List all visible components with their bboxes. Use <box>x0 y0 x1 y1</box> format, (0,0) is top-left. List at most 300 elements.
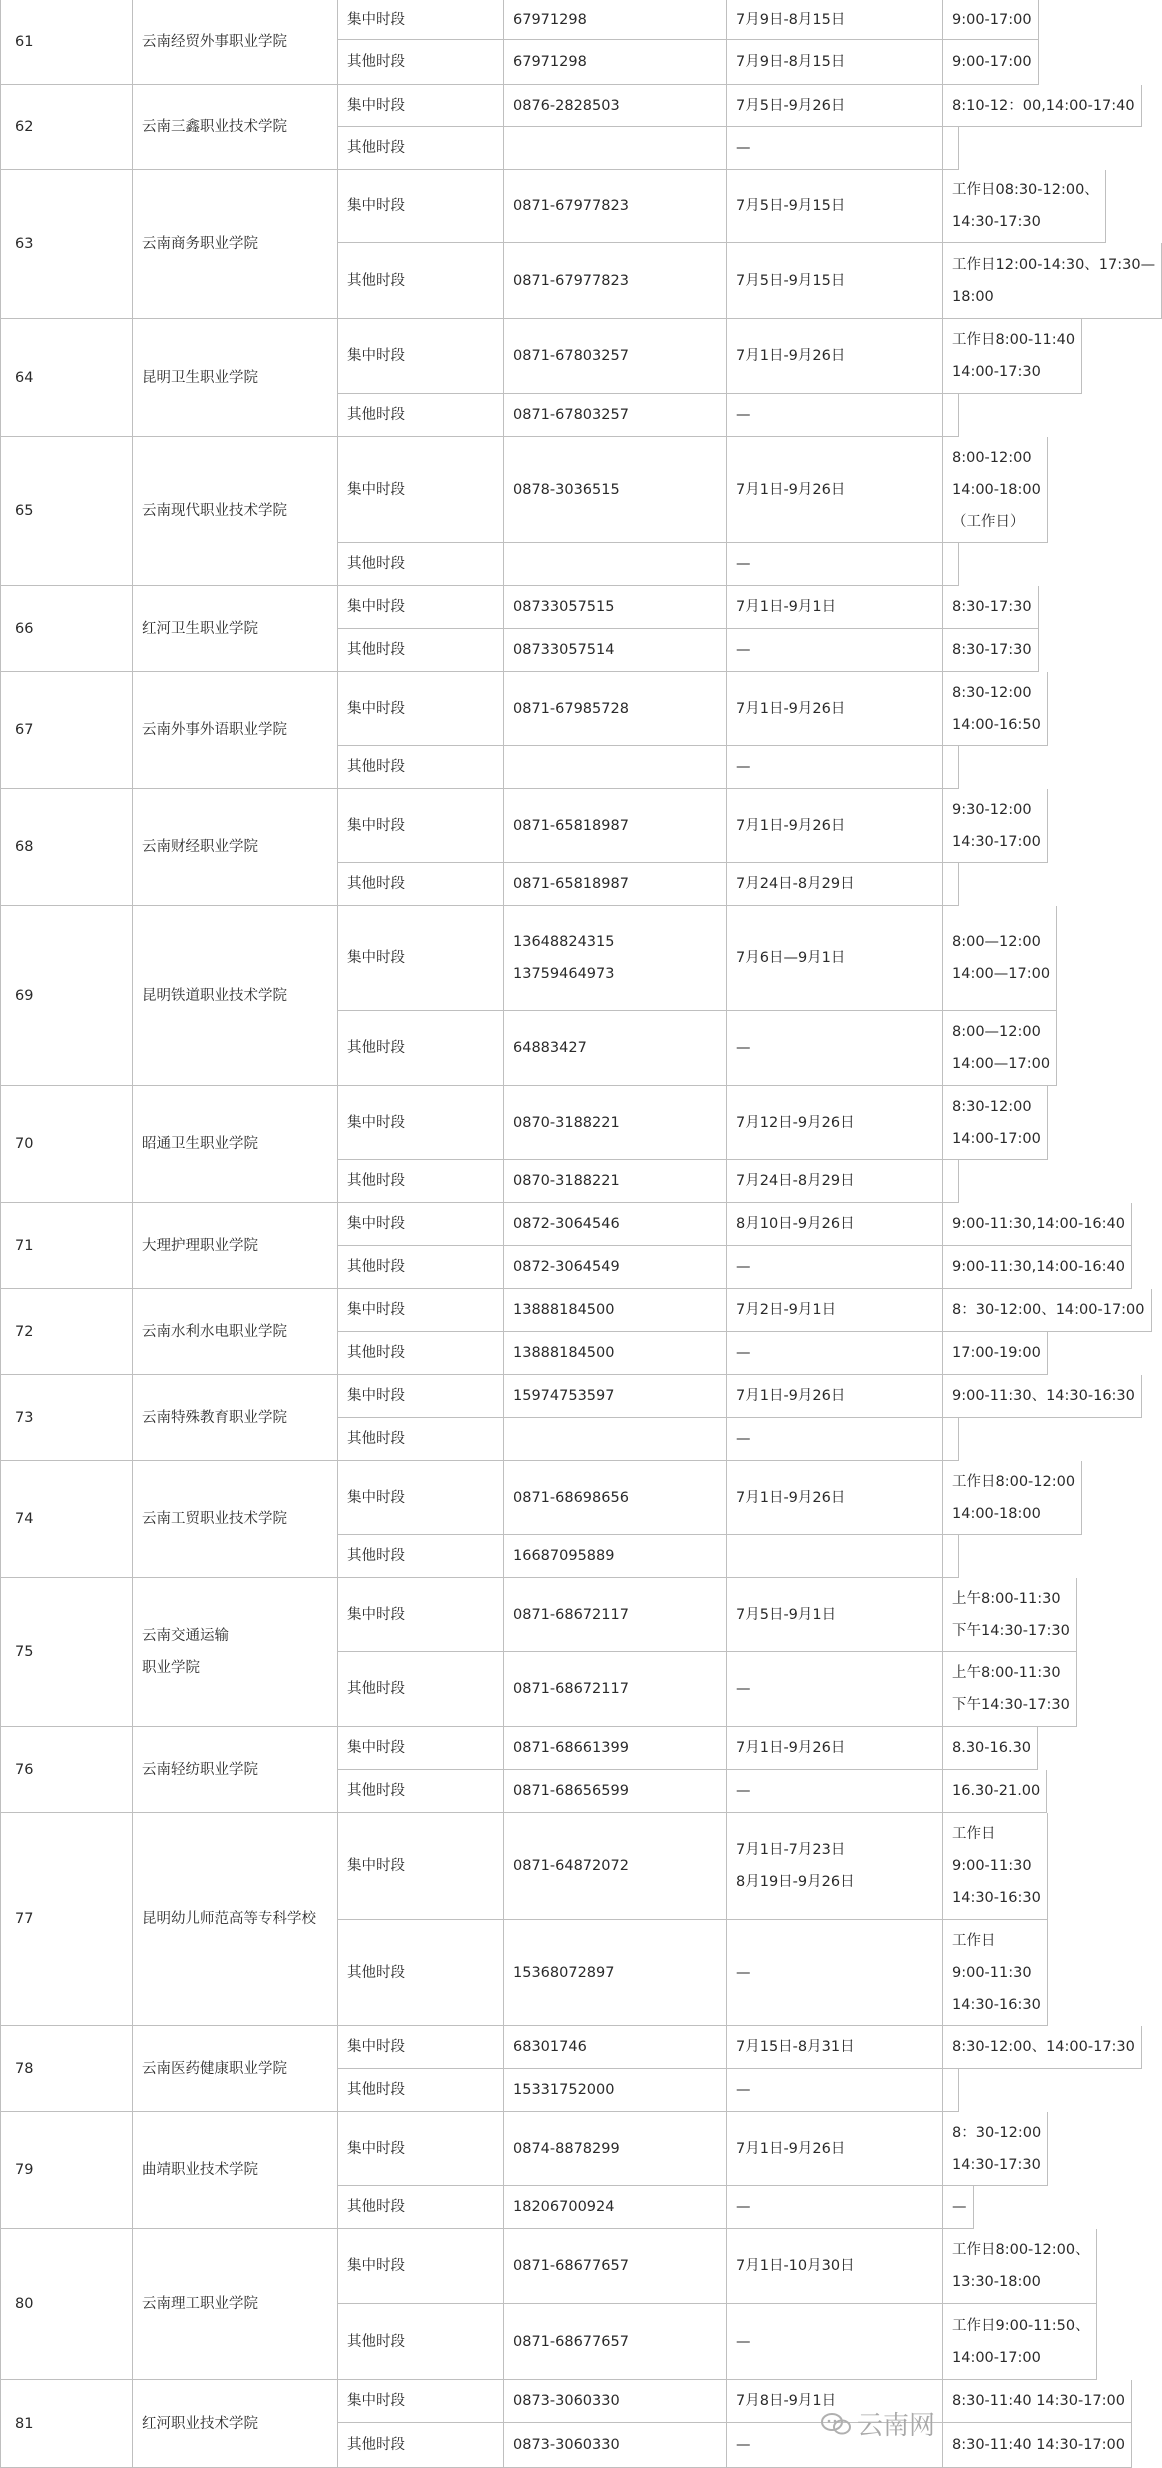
hours-cell-text: 8：30-12:00 14:30-17:30 <box>952 2124 1042 2173</box>
hours-cell-text: — <box>952 2199 967 2215</box>
phone-cell-text: 0871-65818987 <box>513 876 629 892</box>
phone-cell-text: 15331752000 <box>513 2082 615 2098</box>
phone-cell-text: 08733057515 <box>513 599 615 615</box>
dates-cell <box>727 2304 943 2380</box>
dates-cell-text: — <box>736 2199 751 2215</box>
school-name <box>133 0 338 85</box>
period-cell-text: 集中时段 <box>347 11 405 28</box>
phone-cell-text: 67971298 <box>513 54 587 70</box>
period-cell <box>338 1160 504 1203</box>
hours-cell-text: 8:30-12:00、14:00-17:30 <box>952 2039 1135 2055</box>
dates-cell <box>727 1011 943 1086</box>
phone-cell <box>504 127 727 170</box>
dates-cell <box>727 1920 943 2026</box>
period-cell <box>338 2380 504 2423</box>
school-name <box>133 1086 338 1203</box>
phone-cell <box>504 2112 727 2186</box>
row-number-text: 69 <box>15 987 34 1004</box>
period-cell-text: 其他时段 <box>347 759 405 775</box>
hours-cell-text: 工作日08:30-12:00、 14:30-17:30 <box>952 182 1099 230</box>
dates-cell <box>727 40 943 85</box>
period-cell <box>338 1727 504 1770</box>
dates-cell <box>727 127 943 170</box>
school-name-text: 大理护理职业学院 <box>142 1237 258 1254</box>
phone-cell-text: 0871-68698656 <box>513 1489 629 1506</box>
hours-cell <box>943 243 1162 319</box>
row-number <box>0 586 133 672</box>
hours-cell-text: 工作日9:00-11:50、 14:00-17:00 <box>952 2317 1090 2366</box>
period-cell <box>338 543 504 586</box>
period-cell <box>338 437 504 543</box>
period-cell-text: 其他时段 <box>347 54 405 70</box>
phone-cell <box>504 789 727 863</box>
hours-cell <box>943 2026 1142 2069</box>
period-cell-text: 集中时段 <box>347 2258 405 2274</box>
row-number <box>0 672 133 789</box>
hours-cell <box>943 629 1039 672</box>
dates-cell <box>727 1770 943 1813</box>
hours-cell-text: 8:30-12:00 14:00-17:00 <box>952 1098 1041 1147</box>
row-number-text: 62 <box>15 119 34 135</box>
hours-cell-text: 9:00-11:30、14:30-16:30 <box>952 1388 1135 1404</box>
dates-cell-text: — <box>736 1345 751 1361</box>
row-number <box>0 170 133 319</box>
school-name-text: 云南交通运输 职业学院 <box>142 1628 229 1676</box>
phone-cell <box>504 906 727 1011</box>
hours-cell <box>943 672 1048 746</box>
dates-cell <box>727 437 943 543</box>
hours-cell-text: 工作日12:00-14:30、17:30— 18:00 <box>952 256 1156 305</box>
dates-cell <box>727 543 943 586</box>
period-cell-text: 集中时段 <box>347 2140 405 2157</box>
period-cell <box>338 2304 504 2380</box>
school-name-text: 云南水利水电职业学院 <box>142 1323 287 1340</box>
dates-cell-text: — <box>736 642 751 658</box>
hours-cell-text: 工作日8:00-12:00 14:00-18:00 <box>952 1473 1076 1522</box>
dates-cell <box>727 319 943 394</box>
period-cell-text: 其他时段 <box>347 1783 405 1799</box>
dates-cell-text: — <box>736 1259 751 1275</box>
row-number-text: 81 <box>15 2415 34 2432</box>
dates-cell-text: 7月1日-9月1日 <box>736 599 837 615</box>
period-cell <box>338 1289 504 1332</box>
phone-cell-text: 0871-65818987 <box>513 817 629 834</box>
phone-cell-text: 0870-3188221 <box>513 1114 620 1131</box>
dates-cell-text: — <box>736 556 751 572</box>
period-cell <box>338 629 504 672</box>
period-cell <box>338 1920 504 2026</box>
period-cell-text: 其他时段 <box>347 1548 405 1564</box>
phone-cell <box>504 629 727 672</box>
school-name-text: 曲靖职业技术学院 <box>142 2162 258 2178</box>
row-number <box>0 1375 133 1461</box>
phone-cell-text: 0876-2828503 <box>513 97 620 114</box>
phone-cell <box>504 1246 727 1289</box>
school-name <box>133 789 338 906</box>
phone-cell-text: 15974753597 <box>513 1388 615 1404</box>
school-name <box>133 2112 338 2229</box>
dates-cell-text: — <box>736 1431 751 1447</box>
period-cell-text: 集中时段 <box>347 1740 405 1756</box>
hours-cell-text: 工作日 9:00-11:30 14:30-16:30 <box>952 1932 1041 2013</box>
hours-cell-text: 8:30-11:40 14:30-17:00 <box>952 2393 1125 2409</box>
row-number-text: 67 <box>15 722 34 738</box>
hours-cell <box>943 40 1039 85</box>
row-number <box>0 2112 133 2229</box>
phone-cell <box>504 1086 727 1160</box>
dates-cell <box>727 2229 943 2304</box>
period-cell-text: 集中时段 <box>347 1302 405 1318</box>
school-name-text: 云南现代职业技术学院 <box>142 503 287 519</box>
phone-cell <box>504 2186 727 2229</box>
dates-cell <box>727 2026 943 2069</box>
period-cell-text: 其他时段 <box>347 642 405 658</box>
phone-cell-text: 0871-67977823 <box>513 272 629 289</box>
dates-cell <box>727 394 943 437</box>
dates-cell-text: 7月5日-9月15日 <box>736 198 846 214</box>
row-number-text: 78 <box>15 2060 34 2077</box>
school-name-text: 昭通卫生职业学院 <box>142 1136 258 1152</box>
row-number-text: 71 <box>15 1237 34 1254</box>
dates-cell <box>727 906 943 1011</box>
period-cell <box>338 789 504 863</box>
period-cell-text: 集中时段 <box>347 700 405 717</box>
hours-cell <box>943 1375 1142 1418</box>
school-name-text: 昆明幼儿师范高等专科学校 <box>142 1911 316 1927</box>
phone-cell-text: 18206700924 <box>513 2199 615 2215</box>
phone-cell <box>504 543 727 586</box>
hours-cell <box>943 1578 1077 1652</box>
phone-cell <box>504 1535 727 1578</box>
dates-cell-text: 7月12日-9月26日 <box>736 1114 855 1131</box>
period-cell <box>338 906 504 1011</box>
phone-cell <box>504 2423 727 2468</box>
phone-cell <box>504 1578 727 1652</box>
school-name <box>133 170 338 319</box>
period-cell-text: 其他时段 <box>347 1173 405 1189</box>
hours-cell-text: 工作日 9:00-11:30 14:30-16:30 <box>952 1826 1041 1906</box>
period-cell <box>338 1375 504 1418</box>
dates-cell <box>727 1203 943 1246</box>
row-number-text: 76 <box>15 1761 34 1778</box>
period-cell-text: 集中时段 <box>347 348 405 364</box>
dates-cell-text: — <box>736 1964 751 1981</box>
period-cell-text: 其他时段 <box>347 1345 405 1361</box>
row-number <box>0 1086 133 1203</box>
phone-cell <box>504 586 727 629</box>
dates-cell-text: 7月1日-9月26日 <box>736 700 846 717</box>
hours-cell-text: 9:00-11:30,14:00-16:40 <box>952 1216 1125 1232</box>
dates-cell <box>727 746 943 789</box>
period-cell <box>338 243 504 319</box>
dates-cell-text: 7月5日-9月1日 <box>736 1606 837 1623</box>
dates-cell-text: — <box>736 2333 751 2350</box>
period-cell-text: 其他时段 <box>347 2082 405 2098</box>
phone-cell <box>504 1332 727 1375</box>
row-number <box>0 85 133 170</box>
period-cell <box>338 127 504 170</box>
period-cell <box>338 170 504 243</box>
hours-cell <box>943 1011 1057 1086</box>
phone-cell-text: 0871-67803257 <box>513 407 629 423</box>
dates-cell <box>727 1727 943 1770</box>
school-name <box>133 1203 338 1289</box>
hours-cell <box>943 1160 959 1203</box>
dates-cell-text: 7月1日-9月26日 <box>736 481 846 498</box>
dates-cell <box>727 586 943 629</box>
school-name-text: 云南三鑫职业技术学院 <box>142 119 287 135</box>
period-cell <box>338 2069 504 2112</box>
phone-cell <box>504 2380 727 2423</box>
hours-cell <box>943 1920 1048 2026</box>
hours-cell-text: 工作日8:00-11:40 14:00-17:30 <box>952 332 1076 380</box>
period-cell <box>338 0 504 40</box>
phone-cell-text: 0874-8878299 <box>513 2140 620 2157</box>
phone-cell-text: 0871-64872072 <box>513 1858 629 1874</box>
period-cell <box>338 1461 504 1535</box>
row-number <box>0 789 133 906</box>
phone-cell-text: 0871-67985728 <box>513 700 629 717</box>
phone-cell-text: 0872-3064549 <box>513 1259 620 1275</box>
phone-cell <box>504 0 727 40</box>
row-number <box>0 2229 133 2380</box>
watermark <box>821 2405 935 2442</box>
row-number-text: 77 <box>15 1911 34 1927</box>
school-name <box>133 1727 338 1813</box>
dates-cell <box>727 629 943 672</box>
period-cell-text: 集中时段 <box>347 1388 405 1404</box>
row-number-text: 72 <box>15 1323 34 1340</box>
period-cell-text: 其他时段 <box>347 1431 405 1447</box>
phone-cell <box>504 85 727 127</box>
dates-cell-text: 7月9日-8月15日 <box>736 54 846 70</box>
hours-cell <box>943 863 959 906</box>
phone-cell <box>504 437 727 543</box>
phone-cell-text: 0871-68677657 <box>513 2333 629 2350</box>
row-number-text: 80 <box>15 2296 34 2312</box>
phone-cell <box>504 1418 727 1461</box>
school-name <box>133 2380 338 2468</box>
dates-cell <box>727 672 943 746</box>
dates-cell <box>727 243 943 319</box>
hours-cell-text: 8.30-16.30 <box>952 1740 1032 1756</box>
phone-cell-text: 13648824315 13759464973 <box>513 934 615 982</box>
row-number <box>0 1727 133 1813</box>
hours-cell-text: 8：30-12:00、14:00-17:00 <box>952 1302 1145 1318</box>
period-cell <box>338 2186 504 2229</box>
dates-cell-text: — <box>736 140 751 156</box>
row-number <box>0 2380 133 2468</box>
period-cell <box>338 586 504 629</box>
dates-cell-text: 7月5日-9月26日 <box>736 97 846 114</box>
row-number <box>0 1461 133 1578</box>
school-name <box>133 1578 338 1727</box>
school-name-text: 云南财经职业学院 <box>142 839 258 855</box>
row-number <box>0 0 133 85</box>
phone-cell-text: 64883427 <box>513 1040 587 1056</box>
dates-cell <box>727 1418 943 1461</box>
school-name <box>133 672 338 789</box>
school-name <box>133 1375 338 1461</box>
dates-cell-text: 7月9日-8月15日 <box>736 11 846 28</box>
school-name-text: 云南外事外语职业学院 <box>142 722 287 738</box>
dates-cell <box>727 1652 943 1727</box>
dates-cell <box>727 2069 943 2112</box>
dates-cell <box>727 170 943 243</box>
school-name <box>133 1289 338 1375</box>
dates-cell-text: 7月24日-8月29日 <box>736 1173 855 1189</box>
row-number-text: 65 <box>15 503 34 519</box>
hours-cell <box>943 1332 1048 1375</box>
period-cell-text: 集中时段 <box>347 2393 405 2409</box>
row-number-text: 64 <box>15 369 34 386</box>
row-number <box>0 1203 133 1289</box>
row-number <box>0 2026 133 2112</box>
dates-cell <box>727 1813 943 1920</box>
school-name-text: 云南轻纺职业学院 <box>142 1761 258 1778</box>
hours-cell-text: 9:00-17:00 <box>952 54 1032 70</box>
hours-cell <box>943 2069 959 2112</box>
row-number-text: 79 <box>15 2162 34 2178</box>
hours-cell-text: 8:00—12:00 14:00—17:00 <box>952 934 1051 982</box>
phone-cell <box>504 1461 727 1535</box>
dates-cell-text: 7月5日-9月15日 <box>736 272 846 289</box>
watermark-text: 云南网 <box>856 2411 935 2441</box>
school-name-text: 昆明卫生职业学院 <box>142 369 258 386</box>
dates-cell-text: 7月1日-9月26日 <box>736 1740 846 1756</box>
phone-cell <box>504 1652 727 1727</box>
hours-cell-text: 8:00—12:00 14:00—17:00 <box>952 1024 1051 1072</box>
phone-cell <box>504 2026 727 2069</box>
hours-cell <box>943 543 959 586</box>
school-name-text: 红河卫生职业学院 <box>142 620 258 637</box>
row-number <box>0 1578 133 1727</box>
school-name-text: 云南商务职业学院 <box>142 236 258 252</box>
period-cell <box>338 85 504 127</box>
hours-cell-text: 8:30-17:30 <box>952 599 1032 615</box>
period-cell <box>338 1011 504 1086</box>
school-name-text: 云南工贸职业技术学院 <box>142 1511 287 1527</box>
phone-cell-text: 0871-68661399 <box>513 1740 629 1756</box>
hours-cell-text: 16.30-21.00 <box>952 1783 1041 1799</box>
dates-cell-text: 7月8日-9月1日 <box>736 2393 837 2409</box>
period-cell-text: 其他时段 <box>347 1681 405 1697</box>
period-cell <box>338 1332 504 1375</box>
period-cell <box>338 394 504 437</box>
dates-cell <box>727 2112 943 2186</box>
phone-cell-text: 0871-68672117 <box>513 1606 629 1623</box>
hours-cell <box>943 1770 1047 1813</box>
phone-cell-text: 0870-3188221 <box>513 1173 620 1189</box>
period-cell-text: 其他时段 <box>347 1040 405 1056</box>
period-cell <box>338 1246 504 1289</box>
hours-cell <box>943 2423 1132 2468</box>
row-number-text: 66 <box>15 620 34 637</box>
dates-cell <box>727 2186 943 2229</box>
phone-cell-text: 0871-68677657 <box>513 2258 629 2274</box>
row-number <box>0 906 133 1086</box>
row-number-text: 63 <box>15 236 34 252</box>
phone-cell-text: 0871-68672117 <box>513 1681 629 1697</box>
dates-cell-text: — <box>736 2437 751 2453</box>
hours-cell <box>943 746 959 789</box>
period-cell-text: 其他时段 <box>347 2437 405 2453</box>
phone-cell <box>504 1920 727 2026</box>
period-cell-text: 其他时段 <box>347 2333 405 2350</box>
dates-cell <box>727 1578 943 1652</box>
period-cell-text: 其他时段 <box>347 876 405 892</box>
phone-cell <box>504 2304 727 2380</box>
phone-cell-text: 0873-3060330 <box>513 2437 620 2453</box>
hours-cell <box>943 1461 1082 1535</box>
dates-cell-text: 8月10日-9月26日 <box>736 1216 855 1232</box>
hours-cell <box>943 2380 1132 2423</box>
hours-cell-text: 8:30-11:40 14:30-17:00 <box>952 2437 1125 2453</box>
row-number <box>0 1813 133 2026</box>
period-cell-text: 集中时段 <box>347 481 405 498</box>
period-cell-text: 集中时段 <box>347 1489 405 1506</box>
period-cell <box>338 1770 504 1813</box>
period-cell <box>338 863 504 906</box>
period-cell <box>338 746 504 789</box>
phone-cell-text: 08733057514 <box>513 642 615 658</box>
hours-cell <box>943 1727 1038 1770</box>
school-name-text: 云南特殊教育职业学院 <box>142 1409 287 1426</box>
row-number-text: 61 <box>15 34 34 50</box>
dates-cell-text: 7月1日-7月23日 8月19日-9月26日 <box>736 1842 855 1890</box>
phone-cell <box>504 394 727 437</box>
dates-cell-text: 7月6日—9月1日 <box>736 950 846 966</box>
period-cell-text: 集中时段 <box>347 1606 405 1623</box>
period-cell-text: 集中时段 <box>347 1114 405 1131</box>
hours-cell <box>943 437 1048 543</box>
school-name-text: 云南理工职业学院 <box>142 2296 258 2312</box>
phone-cell <box>504 170 727 243</box>
period-cell-text: 集中时段 <box>347 198 405 214</box>
period-cell <box>338 1086 504 1160</box>
period-cell-text: 其他时段 <box>347 140 405 156</box>
phone-cell-text: 0873-3060330 <box>513 2393 620 2409</box>
hours-cell <box>943 1203 1132 1246</box>
period-cell-text: 集中时段 <box>347 97 405 114</box>
row-number-text: 70 <box>15 1136 34 1152</box>
phone-cell <box>504 1770 727 1813</box>
period-cell <box>338 40 504 85</box>
hours-cell <box>943 1418 959 1461</box>
period-cell <box>338 2423 504 2468</box>
dates-cell-text: 7月15日-8月31日 <box>736 2039 855 2055</box>
row-number <box>0 319 133 437</box>
period-cell-text: 其他时段 <box>347 272 405 289</box>
school-name <box>133 906 338 1086</box>
school-name <box>133 1461 338 1578</box>
phone-cell <box>504 672 727 746</box>
phone-cell <box>504 1203 727 1246</box>
hours-cell <box>943 2186 974 2229</box>
period-cell-text: 集中时段 <box>347 817 405 834</box>
phone-cell-text: 13888184500 <box>513 1302 615 1318</box>
dates-cell <box>727 1332 943 1375</box>
dates-cell <box>727 1461 943 1535</box>
dates-cell <box>727 1375 943 1418</box>
dates-cell-text: 7月1日-9月26日 <box>736 2140 846 2157</box>
row-number <box>0 437 133 586</box>
period-cell-text: 其他时段 <box>347 1259 405 1275</box>
school-name <box>133 437 338 586</box>
dates-cell <box>727 1246 943 1289</box>
period-cell <box>338 1203 504 1246</box>
hours-cell-text: 上午8:00-11:30 下午14:30-17:30 <box>952 1665 1070 1713</box>
